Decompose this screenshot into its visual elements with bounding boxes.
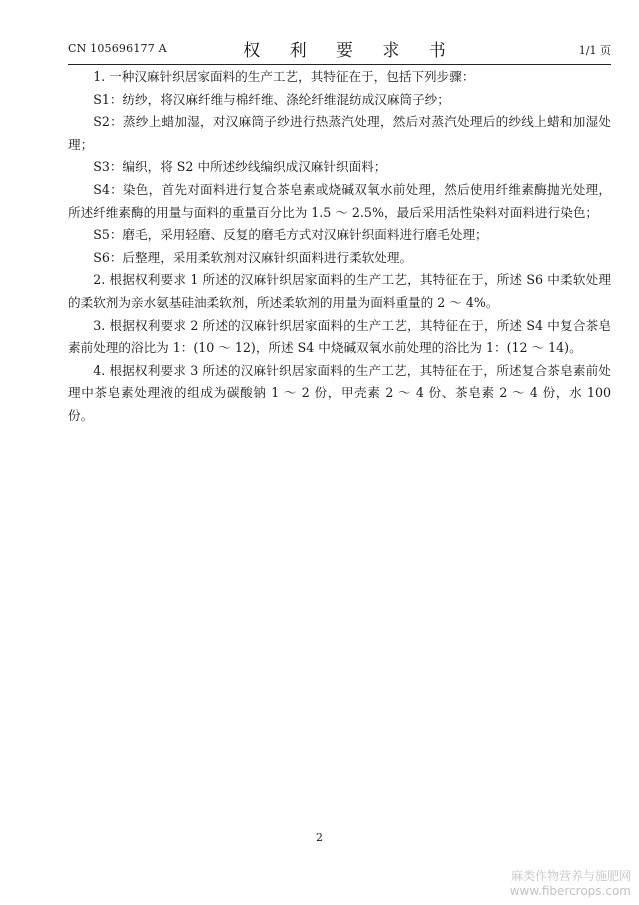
watermark-site-name: 麻类作物营养与施肥网 — [510, 869, 631, 883]
claim-1-step-s3: S3：编织，将 S2 中所述纱线编织成汉麻针织面料； — [93, 159, 387, 175]
document-header — [68, 36, 611, 62]
header-divider — [68, 64, 611, 65]
watermark-url: www.fibercrops.com — [509, 884, 631, 898]
page-number: 2 — [316, 831, 323, 844]
claims-body — [68, 66, 611, 428]
claim-4: 4. 根据权利要求 3 所述的汉麻针织居家面料的生产工艺，其特征在于，所述复合茶皂素前处理中茶皂素处理液的组成为碳酸钠 1 ～ 2 份，甲壳素 2 ～ 4 份、茶皂素 2 ～ 4 份，水 100 份。 — [68, 362, 611, 423]
claim-1-step-s4: S4：染色，首先对面料进行复合茶皂素或烧碱双氧水前处理，然后使用纤维素酶抛光处理，所述纤维素酶的用量与面料的重量百分比为 1.5 ～ 2.5%，最后采用活性染料对面料进行染色； — [68, 181, 611, 220]
claim-2: 2. 根据权利要求 1 所述的汉麻针织居家面料的生产工艺，其特征在于，所述 S6 中柔软处理的柔软剂为亲水氨基硅油柔软剂，所述柔软剂的用量为面料重量的 2 ～ 4%。 — [68, 272, 611, 310]
claim-1-step-s6: S6：后整理，采用柔软剂对汉麻针织面料进行柔软处理。 — [93, 249, 413, 265]
page-title: 权 利 要 求 书 — [243, 41, 458, 61]
claim-1-step-s5: S5：磨毛，采用轻磨、反复的磨毛方式对汉麻针织面料进行磨毛处理； — [93, 227, 488, 243]
site-watermark — [510, 869, 631, 899]
claim-3: 3. 根据权利要求 2 所述的汉麻针织居家面料的生产工艺，其特征在于，所述 S4 中复合茶皂素前处理的浴比为 1：(10 ～ 12)，所述 S4 中烧碱双氧水前处理的浴比为 1：(12 ～ 14)。 — [68, 317, 611, 356]
claim-1-intro: 1. 一种汉麻针织居家面料的生产工艺，其特征在于，包括下列步骤： — [93, 69, 475, 84]
claim-1-step-s2: S2：蒸纱上蜡加湿，对汉麻筒子纱进行热蒸汽处理，然后对蒸汽处理后的纱线上蜡和加湿处理； — [68, 114, 611, 152]
claim-1-step-s1: S1：纺纱，将汉麻纤维与棉纤维、涤纶纤维混纺成汉麻筒子纱； — [93, 91, 450, 107]
patent-number: CN 105696177 A — [68, 42, 167, 55]
page-count: 1/1 页 — [578, 44, 611, 57]
